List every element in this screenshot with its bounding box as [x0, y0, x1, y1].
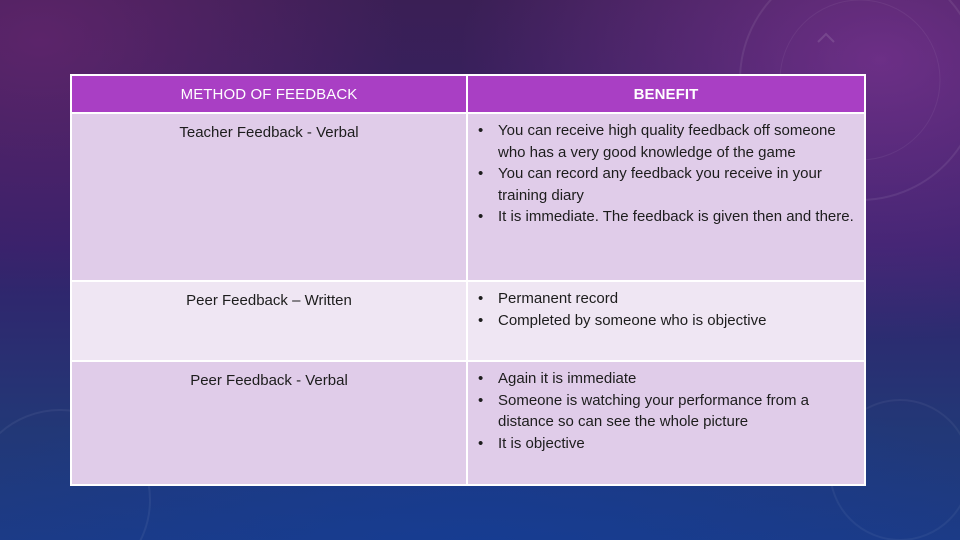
benefit-list [468, 114, 864, 228]
benefit-item: • It is objective [476, 433, 854, 455]
method-label: Teacher Feedback - Verbal [179, 124, 359, 141]
benefit-item: • Someone is watching your performance from a distance so can see the whole picture [476, 390, 854, 433]
header-method: METHOD OF FEEDBACK [71, 75, 467, 113]
method-cell [71, 361, 467, 485]
benefit-cell [467, 361, 865, 485]
benefit-item: • Again it is immediate [476, 368, 854, 390]
benefit-item: • Completed by someone who is objective [476, 310, 854, 332]
benefit-cell [467, 113, 865, 281]
table-row [71, 281, 865, 361]
method-label: Peer Feedback - Verbal [190, 372, 348, 389]
benefit-cell [467, 281, 865, 361]
benefit-item: • You can record any feedback you receive in your training diary [476, 163, 854, 206]
table-header-row [71, 75, 865, 113]
decor-chevron [818, 34, 834, 42]
table-row [71, 361, 865, 485]
method-label: Peer Feedback – Written [186, 292, 352, 309]
header-benefit: BENEFIT [467, 75, 865, 113]
method-cell [71, 281, 467, 361]
benefit-list [468, 362, 864, 454]
benefit-item: • You can receive high quality feedback off someone who has a very good knowledge of the game [476, 120, 854, 163]
benefit-list [468, 282, 864, 331]
feedback-methods-table [70, 74, 866, 486]
table-row [71, 113, 865, 281]
benefit-item: • Permanent record [476, 288, 854, 310]
method-cell [71, 113, 467, 281]
benefit-item: • It is immediate. The feedback is given then and there. [476, 206, 854, 228]
